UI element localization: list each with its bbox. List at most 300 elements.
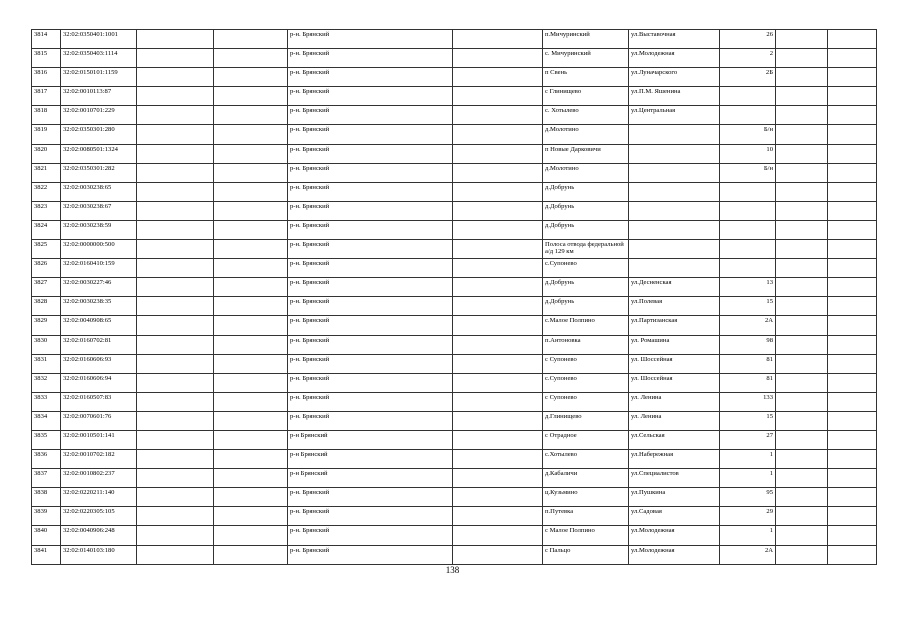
cadastral-number-cell: 32:02:0220305:105 — [61, 507, 137, 526]
house-number-cell: 15 — [720, 411, 776, 430]
street-cell: ул.Набережная — [629, 450, 720, 469]
locality-cell: с Малое Полпино — [543, 526, 629, 545]
table-row — [32, 278, 877, 297]
empty-cell — [828, 201, 877, 220]
row-number-cell: 3831 — [32, 354, 61, 373]
cadastral-number-cell: 32:02:0010701:229 — [61, 106, 137, 125]
locality-cell: д.Добрунь — [543, 278, 629, 297]
empty-cell — [776, 182, 828, 201]
empty-cell — [137, 163, 214, 182]
empty-cell — [776, 411, 828, 430]
district-cell: р-н. Брянский — [288, 240, 453, 259]
district-cell: р-н. Брянский — [288, 49, 453, 68]
district-cell: р-н. Брянский — [288, 201, 453, 220]
cadastral-number-cell: 32:02:0160606:93 — [61, 354, 137, 373]
district-cell: р-н Брянский — [288, 469, 453, 488]
row-number-cell: 3818 — [32, 106, 61, 125]
house-number-cell: 1 — [720, 526, 776, 545]
street-cell: ул.Сельская — [629, 430, 720, 449]
empty-cell — [453, 392, 543, 411]
empty-cell — [776, 163, 828, 182]
empty-cell — [214, 507, 288, 526]
empty-cell — [828, 30, 877, 49]
table-row — [32, 411, 877, 430]
empty-cell — [137, 125, 214, 144]
empty-cell — [828, 125, 877, 144]
cadastral-number-cell: 32:02:0030238:65 — [61, 182, 137, 201]
cadastral-number-cell: 32:02:0030238:67 — [61, 201, 137, 220]
empty-cell — [137, 526, 214, 545]
house-number-cell: 15 — [720, 297, 776, 316]
empty-cell — [776, 144, 828, 163]
table-row — [32, 430, 877, 449]
empty-cell — [828, 507, 877, 526]
empty-cell — [776, 240, 828, 259]
empty-cell — [776, 526, 828, 545]
row-number-cell: 3829 — [32, 316, 61, 335]
district-cell: р-н. Брянский — [288, 220, 453, 239]
empty-cell — [828, 240, 877, 259]
district-cell: р-н. Брянский — [288, 411, 453, 430]
cadastral-number-cell: 32:02:0160702:81 — [61, 335, 137, 354]
empty-cell — [776, 469, 828, 488]
empty-cell — [776, 106, 828, 125]
district-cell: р-н. Брянский — [288, 507, 453, 526]
locality-cell: с.Малое Полпино — [543, 316, 629, 335]
locality-cell: с Пальцо — [543, 545, 629, 564]
empty-cell — [828, 106, 877, 125]
house-number-cell: 10 — [720, 144, 776, 163]
locality-cell: п.Антоновка — [543, 335, 629, 354]
street-cell: ул.Выставочная — [629, 30, 720, 49]
locality-cell: п.Путевка — [543, 507, 629, 526]
empty-cell — [453, 278, 543, 297]
table-row — [32, 526, 877, 545]
empty-cell — [828, 430, 877, 449]
empty-cell — [776, 335, 828, 354]
locality-cell: ц.Кузьмино — [543, 488, 629, 507]
row-number-cell: 3834 — [32, 411, 61, 430]
empty-cell — [214, 297, 288, 316]
empty-cell — [137, 469, 214, 488]
street-cell: ул.Пушкина — [629, 488, 720, 507]
empty-cell — [214, 278, 288, 297]
table-row — [32, 240, 877, 259]
house-number-cell: 26 — [720, 30, 776, 49]
district-cell: р-н. Брянский — [288, 106, 453, 125]
empty-cell — [214, 354, 288, 373]
empty-cell — [828, 450, 877, 469]
empty-cell — [453, 259, 543, 278]
empty-cell — [776, 430, 828, 449]
empty-cell — [137, 182, 214, 201]
cadastral-number-cell: 32:02:0350301:282 — [61, 163, 137, 182]
empty-cell — [453, 373, 543, 392]
district-cell: р-н. Брянский — [288, 125, 453, 144]
empty-cell — [828, 392, 877, 411]
empty-cell — [453, 144, 543, 163]
district-cell: р-н. Брянский — [288, 392, 453, 411]
empty-cell — [214, 411, 288, 430]
table-row — [32, 163, 877, 182]
empty-cell — [453, 335, 543, 354]
empty-cell — [137, 68, 214, 87]
cadastral-number-cell: 32:02:0010113:87 — [61, 87, 137, 106]
table-row — [32, 220, 877, 239]
row-number-cell: 3836 — [32, 450, 61, 469]
locality-cell: д.Добрунь — [543, 220, 629, 239]
street-cell: ул. Шоссейная — [629, 354, 720, 373]
empty-cell — [453, 220, 543, 239]
locality-cell: с. Хотылево — [543, 106, 629, 125]
table-row — [32, 49, 877, 68]
row-number-cell: 3825 — [32, 240, 61, 259]
empty-cell — [214, 49, 288, 68]
street-cell — [629, 125, 720, 144]
empty-cell — [137, 507, 214, 526]
street-cell: ул. Ленина — [629, 392, 720, 411]
empty-cell — [137, 144, 214, 163]
empty-cell — [137, 201, 214, 220]
table-row — [32, 68, 877, 87]
empty-cell — [453, 49, 543, 68]
street-cell: ул.Садовая — [629, 507, 720, 526]
empty-cell — [776, 49, 828, 68]
street-cell — [629, 220, 720, 239]
row-number-cell: 3830 — [32, 335, 61, 354]
row-number-cell: 3835 — [32, 430, 61, 449]
empty-cell — [453, 526, 543, 545]
street-cell: ул.Молодежная — [629, 526, 720, 545]
empty-cell — [137, 316, 214, 335]
district-cell: р-н. Брянский — [288, 373, 453, 392]
empty-cell — [776, 297, 828, 316]
house-number-cell: 13 — [720, 278, 776, 297]
house-number-cell: 81 — [720, 354, 776, 373]
table-row — [32, 392, 877, 411]
row-number-cell: 3814 — [32, 30, 61, 49]
cadastral-number-cell: 32:02:0140103:180 — [61, 545, 137, 564]
table-row — [32, 87, 877, 106]
empty-cell — [776, 373, 828, 392]
empty-cell — [453, 316, 543, 335]
empty-cell — [214, 392, 288, 411]
street-cell: ул.Молодежная — [629, 49, 720, 68]
row-number-cell: 3841 — [32, 545, 61, 564]
locality-cell: Полоса отвода федеральной а/д 129 км — [543, 240, 629, 259]
house-number-cell — [720, 240, 776, 259]
locality-cell: д.Кабаличи — [543, 469, 629, 488]
locality-cell: п Новые Дарковичи — [543, 144, 629, 163]
empty-cell — [776, 278, 828, 297]
table-row — [32, 316, 877, 335]
house-number-cell: 133 — [720, 392, 776, 411]
house-number-cell — [720, 106, 776, 125]
house-number-cell: 1 — [720, 450, 776, 469]
table-row — [32, 354, 877, 373]
empty-cell — [828, 411, 877, 430]
empty-cell — [214, 488, 288, 507]
empty-cell — [453, 87, 543, 106]
locality-cell: с.Супонево — [543, 373, 629, 392]
empty-cell — [137, 430, 214, 449]
cadastral-number-cell: 32:02:0080501:1324 — [61, 144, 137, 163]
empty-cell — [137, 450, 214, 469]
locality-cell: с Супонево — [543, 354, 629, 373]
empty-cell — [776, 316, 828, 335]
table-row — [32, 259, 877, 278]
empty-cell — [776, 68, 828, 87]
cadastral-number-cell: 32:02:0040908:65 — [61, 316, 137, 335]
row-number-cell: 3815 — [32, 49, 61, 68]
table-row — [32, 144, 877, 163]
locality-cell: д.Молотино — [543, 163, 629, 182]
district-cell: р-н. Брянский — [288, 545, 453, 564]
street-cell — [629, 201, 720, 220]
empty-cell — [828, 182, 877, 201]
empty-cell — [776, 545, 828, 564]
empty-cell — [776, 87, 828, 106]
empty-cell — [137, 87, 214, 106]
empty-cell — [214, 316, 288, 335]
cadastral-number-cell: 32:02:0220211:140 — [61, 488, 137, 507]
street-cell: ул.Центральная — [629, 106, 720, 125]
empty-cell — [214, 545, 288, 564]
street-cell: ул.Молодежная — [629, 545, 720, 564]
district-cell: р-н. Брянский — [288, 526, 453, 545]
cadastral-number-cell: 32:02:0150101:1159 — [61, 68, 137, 87]
house-number-cell — [720, 259, 776, 278]
row-number-cell: 3833 — [32, 392, 61, 411]
house-number-cell: Б/н — [720, 163, 776, 182]
empty-cell — [137, 220, 214, 239]
house-number-cell: 95 — [720, 488, 776, 507]
empty-cell — [453, 488, 543, 507]
empty-cell — [214, 144, 288, 163]
house-number-cell: 2Б — [720, 68, 776, 87]
district-cell: р-н. Брянский — [288, 259, 453, 278]
cadastral-number-cell: 32:02:0040906:248 — [61, 526, 137, 545]
district-cell: р-н. Брянский — [288, 144, 453, 163]
table-row — [32, 106, 877, 125]
district-cell: р-н. Брянский — [288, 297, 453, 316]
row-number-cell: 3816 — [32, 68, 61, 87]
house-number-cell — [720, 182, 776, 201]
row-number-cell: 3832 — [32, 373, 61, 392]
empty-cell — [828, 526, 877, 545]
cadastral-number-cell: 32:02:0070601:76 — [61, 411, 137, 430]
empty-cell — [453, 354, 543, 373]
empty-cell — [828, 354, 877, 373]
house-number-cell: 27 — [720, 430, 776, 449]
empty-cell — [214, 450, 288, 469]
empty-cell — [776, 354, 828, 373]
empty-cell — [214, 373, 288, 392]
table-row — [32, 488, 877, 507]
empty-cell — [137, 278, 214, 297]
street-cell — [629, 259, 720, 278]
house-number-cell: 98 — [720, 335, 776, 354]
empty-cell — [214, 68, 288, 87]
empty-cell — [214, 430, 288, 449]
empty-cell — [137, 49, 214, 68]
empty-cell — [828, 144, 877, 163]
street-cell: ул.Десненская — [629, 278, 720, 297]
district-cell: р-н. Брянский — [288, 488, 453, 507]
table-row — [32, 125, 877, 144]
empty-cell — [214, 469, 288, 488]
cadastral-number-cell: 32:02:0030227:46 — [61, 278, 137, 297]
row-number-cell: 3840 — [32, 526, 61, 545]
street-cell — [629, 240, 720, 259]
cadastral-number-cell: 32:02:0350301:280 — [61, 125, 137, 144]
empty-cell — [137, 411, 214, 430]
street-cell: ул.П.М. Яшенина — [629, 87, 720, 106]
empty-cell — [828, 163, 877, 182]
district-cell: р-н. Брянский — [288, 68, 453, 87]
empty-cell — [214, 30, 288, 49]
empty-cell — [137, 297, 214, 316]
district-cell: р-н Брянский — [288, 450, 453, 469]
empty-cell — [453, 507, 543, 526]
district-cell: р-н Брянский — [288, 430, 453, 449]
empty-cell — [214, 125, 288, 144]
empty-cell — [776, 259, 828, 278]
row-number-cell: 3827 — [32, 278, 61, 297]
empty-cell — [137, 259, 214, 278]
empty-cell — [453, 545, 543, 564]
empty-cell — [137, 106, 214, 125]
street-cell: ул. Ромашина — [629, 335, 720, 354]
empty-cell — [776, 201, 828, 220]
locality-cell: с Отрадное — [543, 430, 629, 449]
cadastral-number-cell: 32:02:0000000:500 — [61, 240, 137, 259]
empty-cell — [137, 354, 214, 373]
table-row — [32, 182, 877, 201]
cadastral-number-cell: 32:02:0010501:141 — [61, 430, 137, 449]
empty-cell — [828, 488, 877, 507]
row-number-cell: 3817 — [32, 87, 61, 106]
empty-cell — [776, 450, 828, 469]
register-body — [32, 30, 877, 565]
street-cell: ул. Шоссейная — [629, 373, 720, 392]
row-number-cell: 3838 — [32, 488, 61, 507]
empty-cell — [453, 430, 543, 449]
cadastral-number-cell: 32:02:0030238:35 — [61, 297, 137, 316]
row-number-cell: 3821 — [32, 163, 61, 182]
register-table — [31, 29, 877, 565]
empty-cell — [214, 220, 288, 239]
cadastral-number-cell: 32:02:0030238:59 — [61, 220, 137, 239]
empty-cell — [776, 125, 828, 144]
empty-cell — [214, 240, 288, 259]
locality-cell: д.Молотино — [543, 125, 629, 144]
row-number-cell: 3822 — [32, 182, 61, 201]
empty-cell — [776, 220, 828, 239]
house-number-cell: 2А — [720, 545, 776, 564]
empty-cell — [214, 335, 288, 354]
locality-cell: с Супонево — [543, 392, 629, 411]
district-cell: р-н. Брянский — [288, 87, 453, 106]
empty-cell — [214, 526, 288, 545]
cadastral-number-cell: 32:02:0350403:1114 — [61, 49, 137, 68]
street-cell — [629, 163, 720, 182]
table-row — [32, 201, 877, 220]
table-row — [32, 507, 877, 526]
locality-cell: с.Супонево — [543, 259, 629, 278]
table-row — [32, 373, 877, 392]
row-number-cell: 3819 — [32, 125, 61, 144]
locality-cell: д.Добрунь — [543, 182, 629, 201]
house-number-cell: 2 — [720, 49, 776, 68]
empty-cell — [137, 335, 214, 354]
empty-cell — [453, 163, 543, 182]
empty-cell — [453, 125, 543, 144]
empty-cell — [137, 240, 214, 259]
empty-cell — [453, 411, 543, 430]
house-number-cell: Б/н — [720, 125, 776, 144]
house-number-cell: 2А — [720, 316, 776, 335]
table-row — [32, 335, 877, 354]
empty-cell — [828, 316, 877, 335]
empty-cell — [453, 469, 543, 488]
empty-cell — [453, 201, 543, 220]
row-number-cell: 3820 — [32, 144, 61, 163]
empty-cell — [453, 450, 543, 469]
cadastral-number-cell: 32:02:0160410:159 — [61, 259, 137, 278]
row-number-cell: 3839 — [32, 507, 61, 526]
page-number: 138 — [445, 565, 460, 575]
empty-cell — [137, 373, 214, 392]
street-cell: ул. Ленина — [629, 411, 720, 430]
empty-cell — [776, 30, 828, 49]
empty-cell — [214, 259, 288, 278]
empty-cell — [828, 259, 877, 278]
empty-cell — [453, 297, 543, 316]
table-row — [32, 545, 877, 564]
empty-cell — [828, 87, 877, 106]
house-number-cell — [720, 201, 776, 220]
empty-cell — [828, 335, 877, 354]
empty-cell — [137, 545, 214, 564]
row-number-cell: 3828 — [32, 297, 61, 316]
row-number-cell: 3837 — [32, 469, 61, 488]
cadastral-number-cell: 32:02:0350401:1001 — [61, 30, 137, 49]
street-cell — [629, 182, 720, 201]
district-cell: р-н. Брянский — [288, 163, 453, 182]
street-cell: ул.Партизанская — [629, 316, 720, 335]
house-number-cell — [720, 87, 776, 106]
table-row — [32, 450, 877, 469]
empty-cell — [453, 68, 543, 87]
empty-cell — [828, 545, 877, 564]
empty-cell — [137, 30, 214, 49]
district-cell: р-н. Брянский — [288, 278, 453, 297]
table-row — [32, 297, 877, 316]
empty-cell — [453, 182, 543, 201]
empty-cell — [776, 507, 828, 526]
table-row — [32, 469, 877, 488]
cadastral-number-cell: 32:02:0160507:83 — [61, 392, 137, 411]
empty-cell — [828, 220, 877, 239]
empty-cell — [828, 469, 877, 488]
empty-cell — [214, 87, 288, 106]
house-number-cell — [720, 220, 776, 239]
empty-cell — [453, 106, 543, 125]
house-number-cell: 29 — [720, 507, 776, 526]
district-cell: р-н. Брянский — [288, 182, 453, 201]
empty-cell — [828, 373, 877, 392]
